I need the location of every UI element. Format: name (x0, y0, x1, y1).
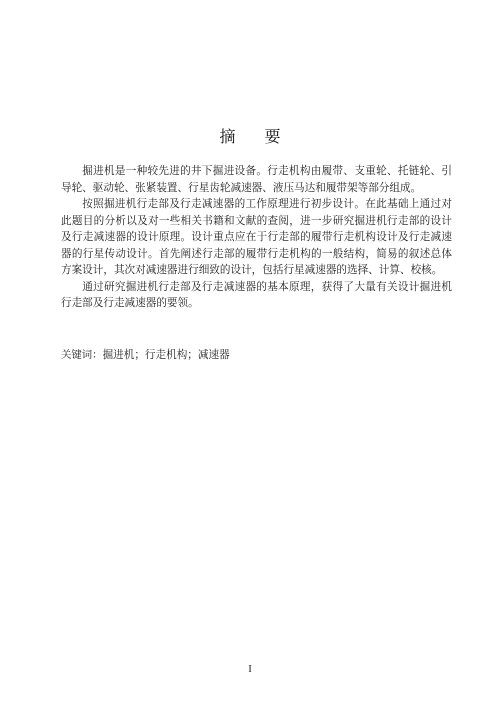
abstract-paragraph-3: 通过研究掘进机行走部及行走减速器的基本原理，获得了大量有关设计掘进机行走部及行走减速器的要领。 (61, 280, 452, 309)
page-number: I (248, 664, 252, 675)
abstract-paragraph-2: 按照掘进机行走部及行走减速器的工作原理进行初步设计。在此基础上通过对此题目的分析以及对一些相关书籍和文献的查阅，进一步研究掘进机行走部的设计及行走减速器的设计原理。设计重点应在于行走部的履带行走机构设计及行走减速器的行星传动设计。首先阐述行走部的履带行走机构的一般结构，简易的叙述总体方案设计，其次对减速器进行细致的设计，包括行星减速器的选择、计算、校核。 (61, 198, 452, 276)
keywords-line (61, 347, 452, 363)
abstract-title: 摘 要 (219, 127, 293, 146)
keywords-label: 关键词： (61, 349, 103, 361)
abstract-paragraph-1: 掘进机是一种较先进的井下掘进设备。行走机构由履带、支重轮、托链轮、引导轮、驱动轮、张紧装置、行星齿轮减速器、液压马达和履带架等部分组成。 (61, 165, 452, 194)
abstract-body (61, 163, 452, 312)
keywords-text: 掘进机；行走机构；减速器 (102, 349, 230, 361)
